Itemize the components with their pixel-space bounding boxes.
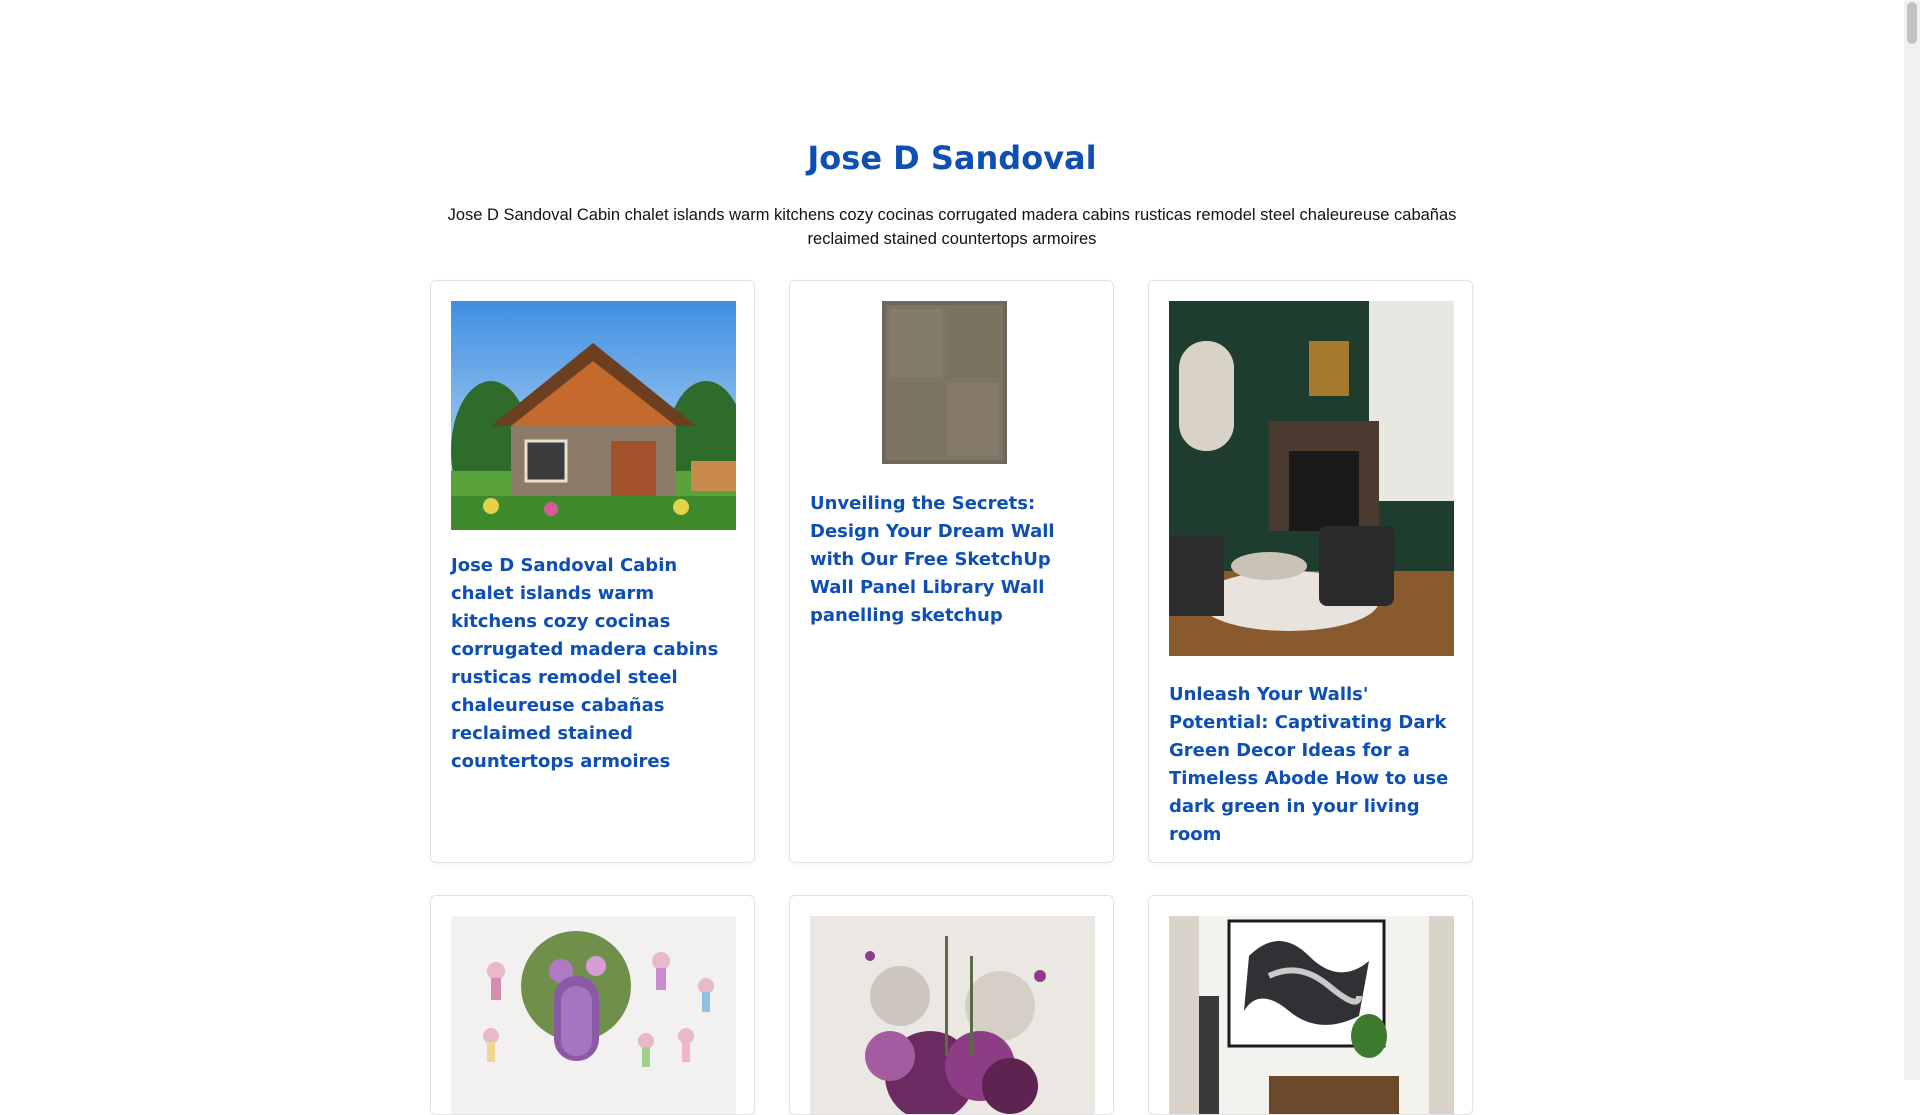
scrollbar[interactable] (1904, 0, 1920, 1080)
scrollbar-thumb[interactable] (1907, 2, 1917, 44)
post-title-link[interactable]: Unveiling the Secrets: Design Your Dream Wall with Our Free SketchUp Wall Panel Library Wall panelling sketchup (810, 493, 1055, 626)
cabin-image[interactable] (451, 301, 736, 530)
post-card[interactable] (789, 895, 1114, 1115)
floral-painting-image[interactable] (810, 916, 1095, 1115)
post-card[interactable] (430, 895, 755, 1115)
post-title-link[interactable]: Unleash Your Walls' Potential: Captivating Dark Green Decor Ideas for a Timeless Abode How to use dark green in your living room (1169, 684, 1449, 845)
abstract-art-image[interactable] (1169, 916, 1454, 1115)
post-card[interactable] (789, 280, 1114, 863)
fairy-decal-image[interactable] (451, 916, 736, 1115)
living-room-image[interactable] (1169, 301, 1454, 656)
post-card[interactable] (430, 280, 755, 863)
wall-panel-image[interactable] (882, 301, 1007, 464)
post-card[interactable] (1148, 895, 1473, 1115)
page-description: Jose D Sandoval Cabin chalet islands warm kitchens cozy cocinas corrugated madera cabins rusticas remodel steel chaleureuse cabañas reclaimed stained countertops armoires (447, 206, 1457, 248)
post-title-link[interactable]: Jose D Sandoval Cabin chalet islands warm kitchens cozy cocinas corrugated madera cabins rusticas remodel steel chaleureuse cabañas reclaimed stained countertops armoires (451, 555, 719, 772)
post-card[interactable] (1148, 280, 1473, 863)
page-title: Jose D Sandoval (807, 139, 1097, 177)
